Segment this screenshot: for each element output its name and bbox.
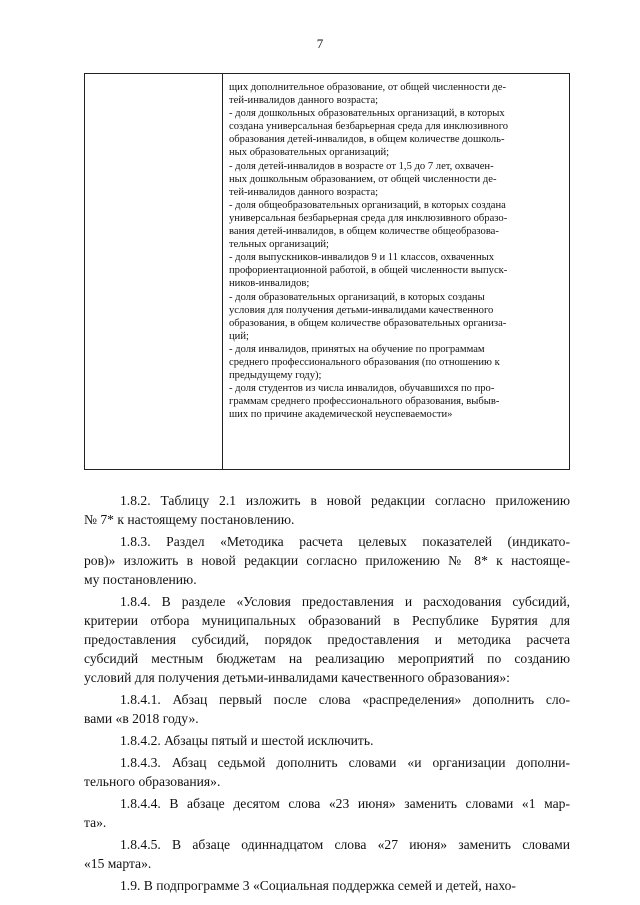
- table-cell-line: тей-инвалидов данного возраста;: [229, 95, 379, 107]
- paragraph-line: предоставления субсидий, порядок предоставления и методика расчета: [84, 632, 570, 647]
- table-row: [85, 74, 570, 470]
- paragraph-line: 1.8.4.4. В абзаце десятом слова «23 июня» заменить словами «1 мар-: [120, 796, 570, 811]
- table-cell-line: условия для получения детьми-инвалидами качественного: [229, 304, 494, 316]
- paragraph-line: 1.9. В подпрограмме 3 «Социальная поддержка семей и детей, нахо-: [120, 878, 516, 893]
- paragraph-line: № 7* к настоящему постановлению.: [84, 512, 295, 527]
- table-cell-line: предыдущему году);: [229, 370, 322, 382]
- paragraph-line: субсидий местным бюджетам на реализацию мероприятий по созданию: [84, 651, 570, 666]
- paragraph-line: 1.8.4.2. Абзацы пятый и шестой исключить.: [120, 733, 374, 748]
- indicators-table: [84, 73, 570, 470]
- paragraph: [84, 835, 570, 873]
- table-cell-line: ных дошкольным образованием, от общей численности де-: [229, 173, 497, 185]
- table-cell-line: - доля студентов из числа инвалидов, обучавшихся по про-: [229, 383, 495, 395]
- paragraph-line: вами «в 2018 году».: [84, 711, 199, 726]
- table-cell-line: - доля выпускников-инвалидов 9 и 11 классов, охваченных: [229, 252, 495, 264]
- table-cell-text: [223, 74, 569, 421]
- paragraph: [84, 532, 570, 589]
- paragraph: [84, 690, 570, 728]
- table-cell-line: образования, в общем количестве образовательных организа-: [229, 317, 507, 329]
- paragraph: [84, 876, 570, 895]
- paragraph-line: ров)» изложить в новой редакции согласно приложению № 8* к настояще-: [84, 553, 570, 568]
- table-cell-line: универсальная безбарьерная среда для инклюзивного образо-: [229, 212, 508, 224]
- table-cell-line: - доля образовательных организаций, в которых созданы: [229, 291, 485, 303]
- table-cell-line: ников-инвалидов;: [229, 278, 310, 290]
- paragraph-line: 1.8.4. В разделе «Условия предоставления и расходования субсидий,: [120, 594, 570, 609]
- paragraph-line: 1.8.2. Таблицу 2.1 изложить в новой редакции согласно приложению: [120, 493, 570, 508]
- paragraph-line: 1.8.4.5. В абзаце одиннадцатом слова «27 июня» заменить словами: [120, 837, 570, 852]
- paragraph: [84, 592, 570, 687]
- table-cell-line: тей-инвалидов данного возраста;: [229, 186, 379, 198]
- table-cell-line: - доля общеобразовательных организаций, в которых создана: [229, 199, 506, 211]
- table-cell-line: создана универсальная безбарьерная среда для инклюзивного: [229, 121, 509, 133]
- paragraph-line: критерии отбора муниципальных образований в Республике Бурятия для: [84, 613, 570, 628]
- paragraph-line: тельного образования».: [84, 774, 221, 789]
- paragraph: [84, 731, 570, 750]
- paragraph: [84, 491, 570, 529]
- paragraph: [84, 753, 570, 791]
- table-cell-line: профориентационной работой, в общей численности выпуск-: [229, 265, 508, 277]
- table-cell-line: ных образовательных организаций;: [229, 147, 390, 159]
- table-cell-line: граммам среднего профессионального образования, выбыв-: [229, 396, 500, 408]
- paragraph-line: «15 марта».: [84, 856, 152, 871]
- table-cell-line: - доля дошкольных образовательных организаций, в которых: [229, 108, 505, 120]
- table-cell-left: [85, 74, 223, 470]
- paragraph-line: 1.8.4.1. Абзац первый после слова «распределения» дополнить сло-: [120, 692, 570, 707]
- paragraph-line: та».: [84, 815, 107, 830]
- table-cell-line: вания детей-инвалидов, в общем количестве общеобразова-: [229, 226, 499, 238]
- table-cell-line: ших по причине академической неуспеваемости»: [229, 409, 453, 421]
- table-cell-line: - доля детей-инвалидов в возрасте от 1,5 до 7 лет, охвачен-: [229, 160, 494, 172]
- table-cell-line: тельных организаций;: [229, 239, 329, 251]
- paragraph-line: му постановлению.: [84, 572, 197, 587]
- paragraph-line: условий для получения детьми-инвалидами качественного образования»:: [84, 670, 510, 685]
- paragraph-line: 1.8.4.3. Абзац седьмой дополнить словами «и организации дополни-: [120, 755, 570, 770]
- paragraph-line: 1.8.3. Раздел «Методика расчета целевых показателей (индикато-: [120, 534, 570, 549]
- table-cell-line: щих дополнительное образование, от общей численности де-: [229, 82, 506, 93]
- document-body: [84, 491, 570, 898]
- table-cell-line: среднего профессионального образования (по отношению к: [229, 356, 500, 368]
- table-cell-line: образования детей-инвалидов, в общем количестве дошколь-: [229, 134, 505, 146]
- table-cell-line: - доля инвалидов, принятых на обучение по программам: [229, 343, 485, 355]
- table-cell-line: ций;: [229, 330, 249, 342]
- paragraph: [84, 794, 570, 832]
- page-number: 7: [316, 36, 324, 51]
- table-cell-right: [223, 74, 570, 470]
